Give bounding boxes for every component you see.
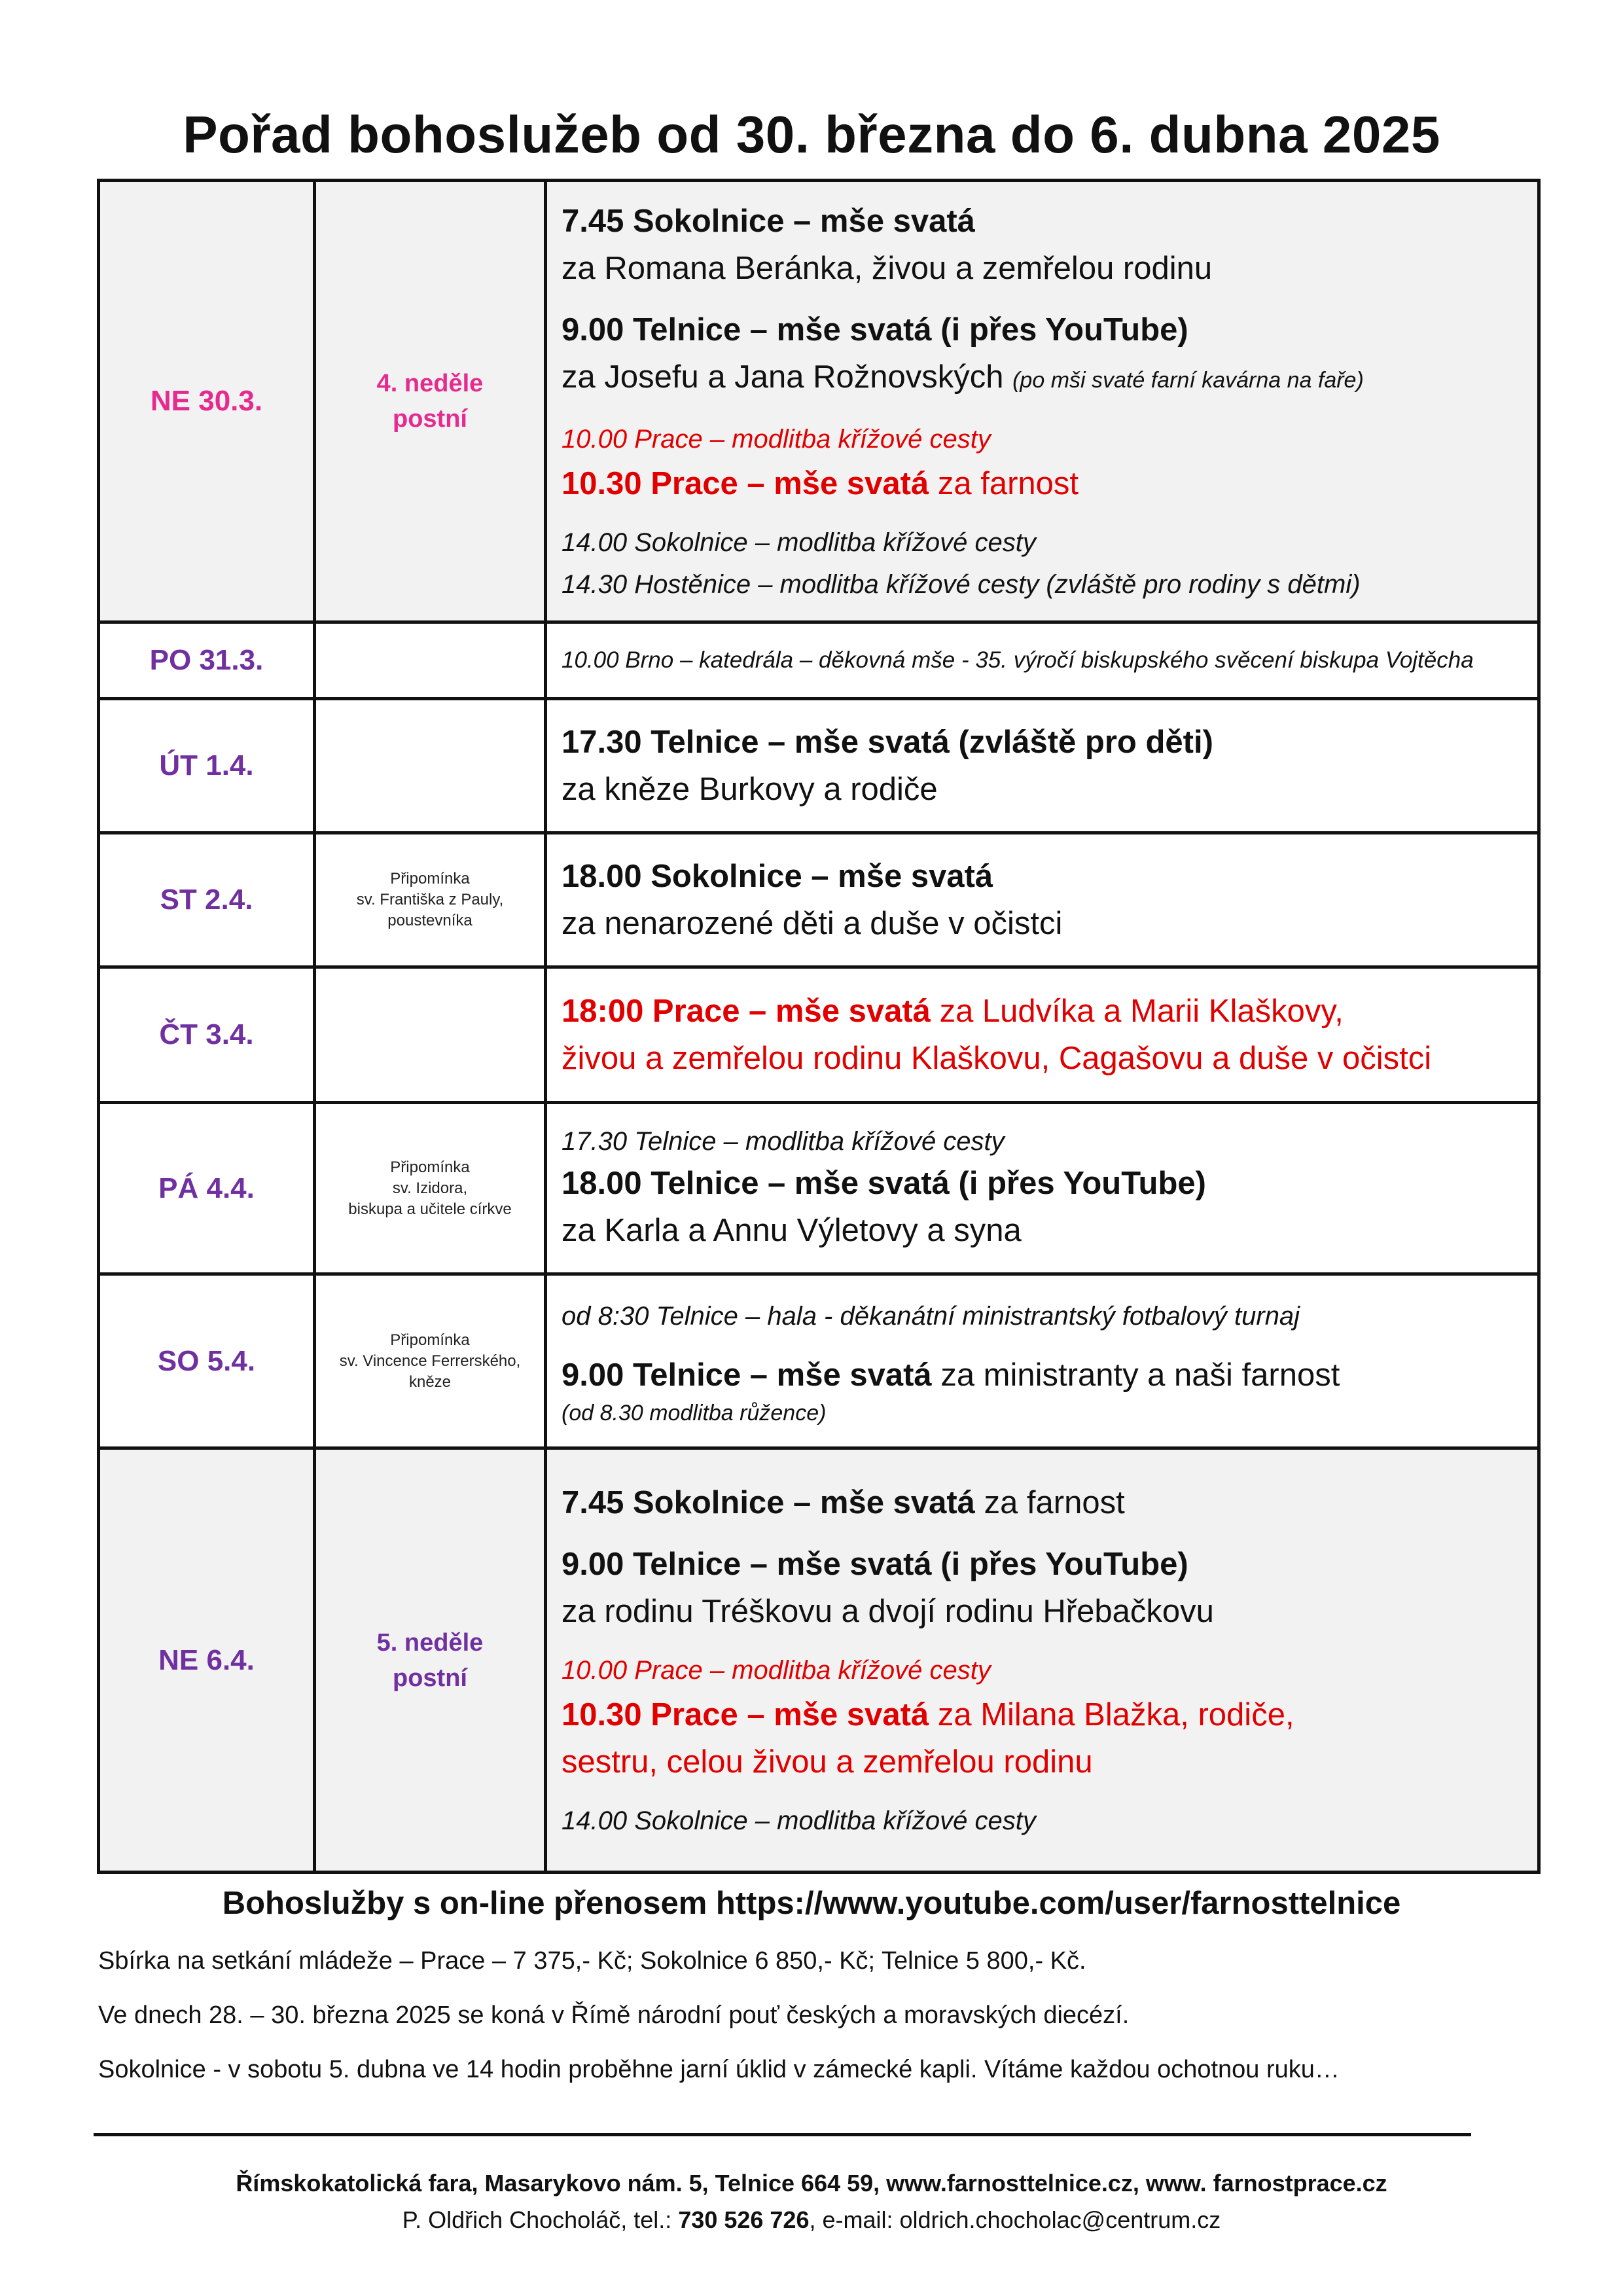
table-row [99,967,1539,1103]
footer-divider [94,2133,1471,2136]
info-line: Sokolnice - v sobotu 5. dubna ve 14 hodin proběhne jarní úklid v zámecké kapli. Vítáme každou ochotnou ruku… [98,2056,1340,2083]
info-line: Ve dnech 28. – 30. března 2025 se koná v Římě národní pouť českých a moravských diecézí. [98,2001,1130,2029]
service-intention: za Karla a Annu Výletovy a syna [562,1212,1022,1248]
prayer-line: 10.00 Prace – modlitba křížové cesty [562,1655,991,1685]
service-time: 18.00 Sokolnice – mše svatá [562,859,993,894]
prayer-line: 17.30 Telnice – modlitba křížové cesty [562,1126,1005,1156]
services-cell [546,699,1539,833]
service-intention: za farnost [984,1484,1125,1520]
day-note: Připomínka sv. Izidora, biskupa a učitele církve [315,1103,546,1274]
parish-address: Římskokatolická fara, Masarykovo nám. 5, Telnice 664 59, www.farnosttelnice.cz, www. farnostprace.cz [236,2170,1387,2197]
phone-number: 730 526 726 [678,2206,810,2233]
page-title: Pořad bohoslužeb od 30. března do 6. dubna 2025 [183,105,1440,164]
service-time: 9.00 Telnice – mše svatá (i přes YouTube) [562,1546,1188,1582]
service-intention: za Romana Beránka, živou a zemřelou rodinu [562,250,1213,286]
service-intention: za Ludvíka a Marii Klaškovy, [939,994,1344,1029]
services-cell [546,1103,1539,1274]
services-cell [546,967,1539,1103]
service-intention: za Josefu a Jana Rožnovských [562,359,1004,395]
service-time: 17.30 Telnice – mše svatá (zvláště pro děti) [562,725,1213,760]
day-note [315,699,546,833]
service-time: 9.00 Telnice – mše svatá [562,1357,932,1393]
day-label: NE 30.3. [99,181,315,622]
event-line: od 8:30 Telnice – hala - děkanátní ministrantský fotbalový turnaj [562,1301,1300,1331]
service-intention: za ministranty a naši farnost [940,1357,1340,1393]
day-note [315,967,546,1103]
email-address: , e-mail: oldrich.chocholac@centrum.cz [809,2206,1221,2233]
service-note: (po mši svaté farní kavárna na faře) [1012,367,1364,393]
day-label: SO 5.4. [99,1274,315,1448]
service-intention: za farnost [937,465,1079,501]
service-time: 7.45 Sokolnice – mše svatá [562,203,975,239]
service-time: 7.45 Sokolnice – mše svatá [562,1484,975,1520]
online-broadcast-note: Bohoslužby s on-line přenosem https://www.youtube.com/user/farnosttelnice [222,1886,1401,1921]
service-intention: za rodinu Tréškovu a dvojí rodinu Hřebačkovu [562,1593,1214,1629]
services-cell [546,622,1539,699]
day-note [315,622,546,699]
service-intention: živou a zemřelou rodinu Klaškovu, Cagašovu a duše v očistci [562,1041,1432,1076]
table-row [99,1103,1539,1274]
prayer-line: 14.30 Hostěnice – modlitba křížové cesty (zvláště pro rodiny s dětmi) [562,569,1361,599]
services-cell [546,833,1539,967]
service-intention: za nenarozené děti a duše v očistci [562,906,1063,941]
service-intention: za kněze Burkovy a rodiče [562,772,938,807]
prayer-line: 10.00 Prace – modlitba křížové cesty [562,424,991,454]
service-time: 10.30 Prace – mše svatá [562,465,929,501]
service-line: 10.00 Brno – katedrála – děkovná mše - 35. výročí biskupského svěcení biskupa Vojtěcha [562,647,1474,673]
day-label: ČT 3.4. [99,967,315,1103]
service-time: 10.30 Prace – mše svatá [562,1696,929,1732]
table-row [99,699,1539,833]
schedule-table [97,179,1541,1874]
services-cell [546,181,1539,622]
service-note: (od 8.30 modlitba růžence) [562,1400,827,1426]
table-row [99,833,1539,967]
day-label: PÁ 4.4. [99,1103,315,1274]
parish-contact [0,2206,1623,2234]
day-label: NE 6.4. [99,1448,315,1873]
day-label: ST 2.4. [99,833,315,967]
prayer-line: 14.00 Sokolnice – modlitba křížové cesty [562,1806,1036,1835]
service-time: 9.00 Telnice – mše svatá (i přes YouTube) [562,312,1188,348]
priest-name: P. Oldřich Chocholáč, tel.: [402,2206,679,2233]
day-note: 4. neděle postní [315,181,546,622]
service-intention: za Milana Blažka, rodiče, [937,1696,1294,1732]
day-note: 5. neděle postní [315,1448,546,1873]
day-label: ÚT 1.4. [99,699,315,833]
day-note: Připomínka sv. Vincence Ferrerského, kněze [315,1274,546,1448]
info-line: Sbírka na setkání mládeže – Prace – 7 375,- Kč; Sokolnice 6 850,- Kč; Telnice 5 800,- Kč. [98,1947,1086,1975]
day-note: Připomínka sv. Františka z Pauly, poustevníka [315,833,546,967]
service-time: 18.00 Telnice – mše svatá (i přes YouTube) [562,1165,1206,1201]
service-intention: sestru, celou živou a zemřelou rodinu [562,1744,1093,1780]
table-row [99,622,1539,699]
table-row [99,181,1539,622]
table-row [99,1274,1539,1448]
service-time: 18:00 Prace – mše svatá [562,994,931,1029]
services-cell [546,1448,1539,1873]
table-row [99,1448,1539,1873]
prayer-line: 14.00 Sokolnice – modlitba křížové cesty [562,528,1036,557]
services-cell [546,1274,1539,1448]
day-label: PO 31.3. [99,622,315,699]
